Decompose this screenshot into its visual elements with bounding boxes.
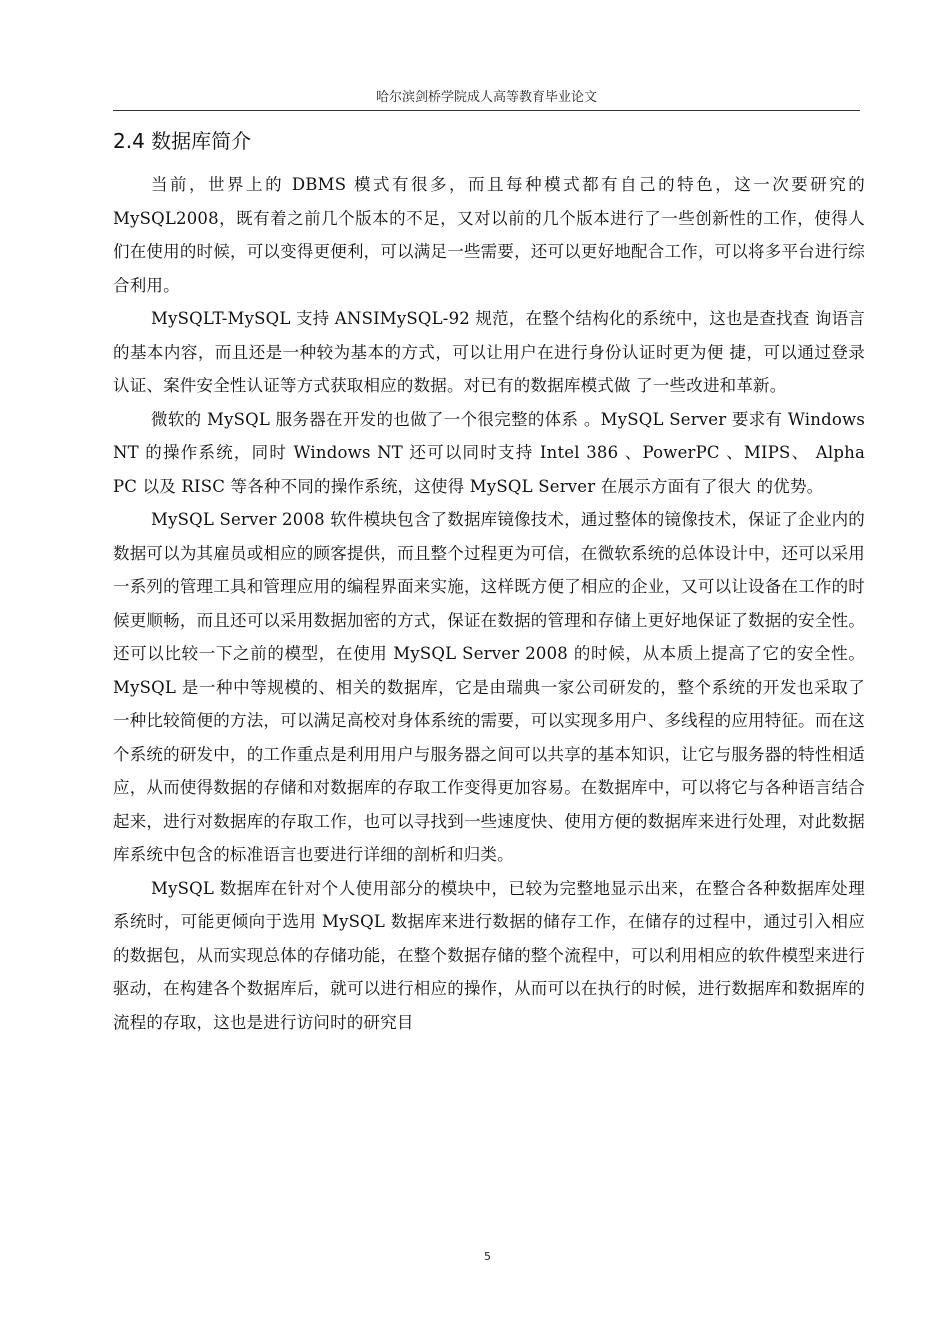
paragraph: MySQL 数据库在针对个人使用部分的模块中，已较为完整地显示出来，在整合各种数据库处理系统时，可能更倾向于选用 MySQL 数据库来进行数据的储存工作，在储存的过程中，通过引入相应的数据包，从而实现总体的存储功能，在整个数据存储的整个流程中，可以利用相应的软件模型来进行驱动，在构建各个数据库后，就可以进行相应的操作，从而可以在执行的时候，进行数据库和数据库的流程的存取，这也是进行访问时的研究目 bbox=[113, 878, 865, 1032]
section-title: 2.4 数据库简介 bbox=[113, 129, 252, 153]
running-header: 哈尔滨剑桥学院成人高等教育毕业论文 bbox=[375, 90, 597, 105]
paragraph: 当前，世界上的 DBMS 模式有很多，而且每种模式都有自己的特色，这一次要研究的 MySQL2008，既有着之前几个版本的不足，又对以前的几个版本进行了一些创新性的工作，使得人们在使用的时候，可以变得更便利，可以满足一些需要，还可以更好地配合工作，可以将多平台进行综合利用。 bbox=[113, 175, 865, 295]
header-rule bbox=[113, 110, 860, 111]
paragraph: MySQL Server 2008 软件模块包含了数据库镜像技术，通过整体的镜像技术，保证了企业内的数据可以为其雇员或相应的顾客提供，而且整个过程更为可信，在微软系统的总体设计中，还可以采用一系列的管理工具和管理应用的编程界面来实施，这样既方便了相应的企业，又可以让设备在工作的时候更顺畅，而且还可以采用数据加密的方式，保证在数据的管理和存储上更好地保证了数据的安全性。还可以比较一下之前的模型，在使用 MySQL Server 2008 的时候，从本质上提高了它的安全性。MySQL 是一种中等规模的、相关的数据库，它是由瑞典一家公司研发的，整个系统的开发也采取了一种比较简便的方法，可以满足高校对身体系统的需要，可以实现多用户、多线程的应用特征。而在这个系统的研发中，的工作重点是利用用户与服务器之间可以共享的基本知识，让它与服务器的特性相适应，从而使得数据的存储和对数据库的存取工作变得更加容易。在数据库中，可以将它与各种语言结合起来，进行对数据库的存取工作，也可以寻找到一些速度快、使用方便的数据库来进行处理，对此数据库系统中包含的标准语言也要进行详细的剖析和归类。 bbox=[113, 510, 865, 864]
page-number: 5 bbox=[484, 1250, 491, 1263]
paragraph: MySQLT-MySQL 支持 ANSIMySQL-92 规范，在整个结构化的系统中，这也是查找查 询语言的基本内容，而且还是一种较为基本的方式，可以让用户在进行身份认证时更为便 捷，可以通过登录认证、案件安全性认证等方式获取相应的数据。对已有的数据库模式做 了一些改进和革新。 bbox=[113, 309, 865, 395]
body-text bbox=[113, 168, 865, 1039]
paragraph: 微软的 MySQL 服务器在开发的也做了一个很完整的体系 。MySQL Server 要求有 Windows NT 的操作系统，同时 Windows NT 还可以同时支持 Intel 386 、PowerPC 、MIPS、 Alpha PC 以及 RISC 等各种不同的操作系统，这使得 MySQL Server 在展示方面有了很大 的优势。 bbox=[113, 409, 865, 496]
